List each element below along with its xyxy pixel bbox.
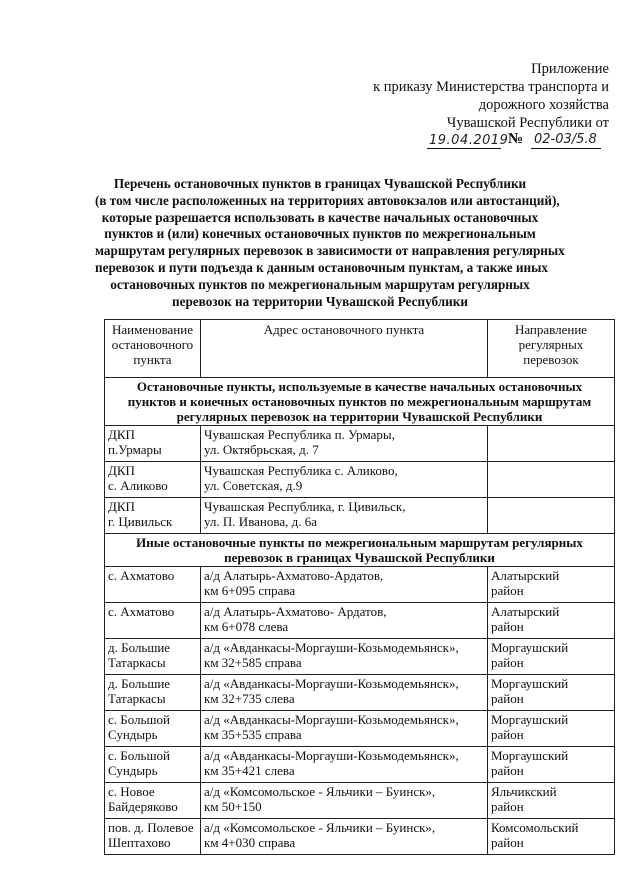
cell-stop-name — [105, 819, 201, 855]
cell-line: п.Урмары — [108, 442, 162, 457]
title-line: остановочных пунктов по межрегиональным маршрутам регулярных — [110, 276, 530, 292]
number-sign: № — [508, 131, 524, 147]
cell-line: ул. П. Иванова, д. 6а — [204, 514, 318, 529]
cell-line: Алатырский — [491, 568, 560, 583]
cell-line: км 50+150 — [204, 799, 262, 814]
table-row — [105, 783, 615, 819]
cell-address — [201, 426, 488, 462]
cell-line: км 6+095 справа — [204, 583, 296, 598]
cell-line — [491, 478, 611, 493]
cell-direction — [488, 783, 615, 819]
table-row — [105, 426, 615, 462]
cell-address — [201, 498, 488, 534]
table-row — [105, 819, 615, 855]
cell-line: ДКП — [108, 427, 135, 442]
title-line: маршрутам регулярных перевозок в зависимости от направления регулярных — [95, 243, 565, 259]
cell-line: км 35+535 справа — [204, 727, 302, 742]
title-line: перевозок и пути подъезда к данным остановочным пунктам, а также иных — [95, 259, 548, 275]
cell-line — [491, 514, 611, 529]
cell-line: д. Большие — [108, 676, 171, 691]
cell-address — [201, 819, 488, 855]
cell-line: ДКП — [108, 463, 135, 478]
cell-stop-name — [105, 639, 201, 675]
table-row — [105, 711, 615, 747]
cell-direction — [488, 567, 615, 603]
cell-line: д. Большие — [108, 640, 171, 655]
cell-direction — [488, 603, 615, 639]
title-line: пунктов и (или) конечных остановочных пунктов по межрегиональным — [104, 226, 536, 242]
table-row — [105, 462, 615, 498]
cell-direction — [488, 711, 615, 747]
cell-line: км 32+735 слева — [204, 691, 295, 706]
cell-line: Чувашская Республика, г. Цивильск, — [204, 499, 406, 514]
cell-line: район — [491, 763, 524, 778]
cell-line: км 32+585 справа — [204, 655, 302, 670]
cell-line: Сундырь — [108, 727, 158, 742]
cell-address — [201, 783, 488, 819]
table-row — [105, 639, 615, 675]
cell-line: с. Ахматово — [108, 568, 175, 583]
cell-stop-name — [105, 498, 201, 534]
cell-line: а/д Алатырь-Ахматово- Ардатов, — [204, 604, 387, 619]
document-title — [95, 176, 565, 310]
cell-address — [201, 462, 488, 498]
cell-line: г. Цивильск — [108, 514, 173, 529]
handwritten-date: 19.04.2019 — [429, 133, 509, 148]
table-row — [105, 603, 615, 639]
cell-line: а/д Алатырь-Ахматово-Ардатов, — [204, 568, 384, 583]
cell-address — [201, 603, 488, 639]
cell-stop-name — [105, 567, 201, 603]
title-line: которые разрешается использовать в качестве начальных остановочных — [101, 209, 539, 225]
cell-line: район — [491, 583, 524, 598]
cell-line: Чувашская Республика п. Урмары, — [204, 427, 395, 442]
cell-line: район — [491, 619, 524, 634]
cell-line: Татаркасы — [108, 691, 166, 706]
cell-direction — [488, 747, 615, 783]
date-underline — [427, 148, 501, 149]
appendix-line: Чувашской Республики от — [446, 115, 609, 131]
cell-line: с. Ахматово — [108, 604, 175, 619]
appendix-line: к приказу Министерства транспорта и — [373, 79, 609, 95]
cell-line: Сундырь — [108, 763, 158, 778]
cell-line: район — [491, 691, 524, 706]
appendix-line: дорожного хозяйства — [478, 97, 609, 113]
cell-address — [201, 711, 488, 747]
cell-line: Яльчикский — [491, 784, 557, 799]
section-header-row — [105, 378, 615, 426]
header-address: Адрес остановочного пункта — [201, 320, 488, 378]
cell-stop-name — [105, 747, 201, 783]
cell-line: а/д «Авданкасы-Моргауши-Козьмодемьянск», — [204, 712, 459, 727]
cell-stop-name — [105, 675, 201, 711]
cell-line: а/д «Авданкасы-Моргауши-Козьмодемьянск», — [204, 676, 459, 691]
cell-direction — [488, 462, 615, 498]
cell-line: а/д «Авданкасы-Моргауши-Козьмодемьянск», — [204, 640, 459, 655]
cell-line: с. Новое — [108, 784, 155, 799]
cell-line: с. Большой — [108, 712, 170, 727]
section-1-rows — [105, 426, 615, 534]
cell-line: с. Аликово — [108, 478, 168, 493]
cell-line: Моргаушский — [491, 676, 569, 691]
cell-line — [491, 499, 611, 514]
cell-address — [201, 639, 488, 675]
stops-table — [104, 319, 615, 855]
number-underline — [531, 148, 601, 149]
cell-address — [201, 747, 488, 783]
cell-line: с. Большой — [108, 748, 170, 763]
cell-line: а/д «Комсомольское - Яльчики – Буинск», — [204, 820, 436, 835]
cell-line: район — [491, 799, 524, 814]
section-2-rows — [105, 567, 615, 855]
cell-direction — [488, 426, 615, 462]
table-row — [105, 747, 615, 783]
table-row — [105, 567, 615, 603]
cell-line: Комсомольский — [491, 820, 579, 835]
cell-line: Байдеряково — [108, 799, 178, 814]
cell-line — [108, 583, 197, 598]
cell-line: ул. Советская, д.9 — [204, 478, 303, 493]
cell-line — [108, 619, 197, 634]
cell-address — [201, 675, 488, 711]
section-2-title: Иные остановочные пункты по межрегиональным маршрутам регулярных перевозок в границах Чувашской Республики — [105, 534, 615, 567]
cell-line: ул. Октябрьская, д. 7 — [204, 442, 319, 457]
section-1-title: Остановочные пункты, используемые в качестве начальных остановочных пунктов и конечных остановочных пунктов по межрегиональным маршрутам регулярных перевозок на территории Чувашской Республики — [105, 378, 615, 426]
header-direction: Направление регулярных перевозок — [488, 320, 615, 378]
appendix-header — [309, 60, 609, 132]
cell-line — [491, 442, 611, 457]
cell-line: Татаркасы — [108, 655, 166, 670]
cell-stop-name — [105, 603, 201, 639]
cell-line — [491, 463, 611, 478]
order-date-number — [309, 131, 609, 153]
appendix-line: Приложение — [531, 61, 609, 77]
cell-line: ДКП — [108, 499, 135, 514]
cell-line: Моргаушский — [491, 712, 569, 727]
cell-stop-name — [105, 426, 201, 462]
cell-line: а/д «Комсомольское - Яльчики – Буинск», — [204, 784, 436, 799]
table-row — [105, 498, 615, 534]
cell-direction — [488, 639, 615, 675]
cell-line: район — [491, 727, 524, 742]
cell-address — [201, 567, 488, 603]
title-line: Перечень остановочных пунктов в границах Чувашской Республики — [113, 176, 527, 191]
table-row — [105, 675, 615, 711]
cell-line: Моргаушский — [491, 640, 569, 655]
cell-line: пов. д. Полевое — [108, 820, 194, 835]
cell-line: а/д «Авданкасы-Моргауши-Козьмодемьянск», — [204, 748, 459, 763]
cell-line: км 6+078 слева — [204, 619, 289, 634]
cell-direction — [488, 675, 615, 711]
title-line: (в том числе расположенных на территориях автовокзалов или автостанций), — [95, 192, 560, 208]
cell-stop-name — [105, 711, 201, 747]
title-line: перевозок на территории Чувашской Республики — [172, 293, 468, 309]
cell-line — [491, 427, 611, 442]
section-header-row — [105, 534, 615, 567]
cell-line: район — [491, 835, 524, 850]
cell-stop-name — [105, 783, 201, 819]
cell-line: Алатырский — [491, 604, 560, 619]
cell-direction — [488, 819, 615, 855]
cell-line: км 35+421 слева — [204, 763, 295, 778]
table-header-row — [105, 320, 615, 378]
cell-line: Чувашская Республика с. Аликово, — [204, 463, 398, 478]
handwritten-number: 02-03/5.8 — [534, 132, 597, 147]
cell-line: Шептахово — [108, 835, 171, 850]
header-name: Наименование остановочного пункта — [105, 320, 201, 378]
cell-direction — [488, 498, 615, 534]
cell-line: район — [491, 655, 524, 670]
cell-line: км 4+030 справа — [204, 835, 296, 850]
cell-line: Моргаушский — [491, 748, 569, 763]
cell-stop-name — [105, 462, 201, 498]
